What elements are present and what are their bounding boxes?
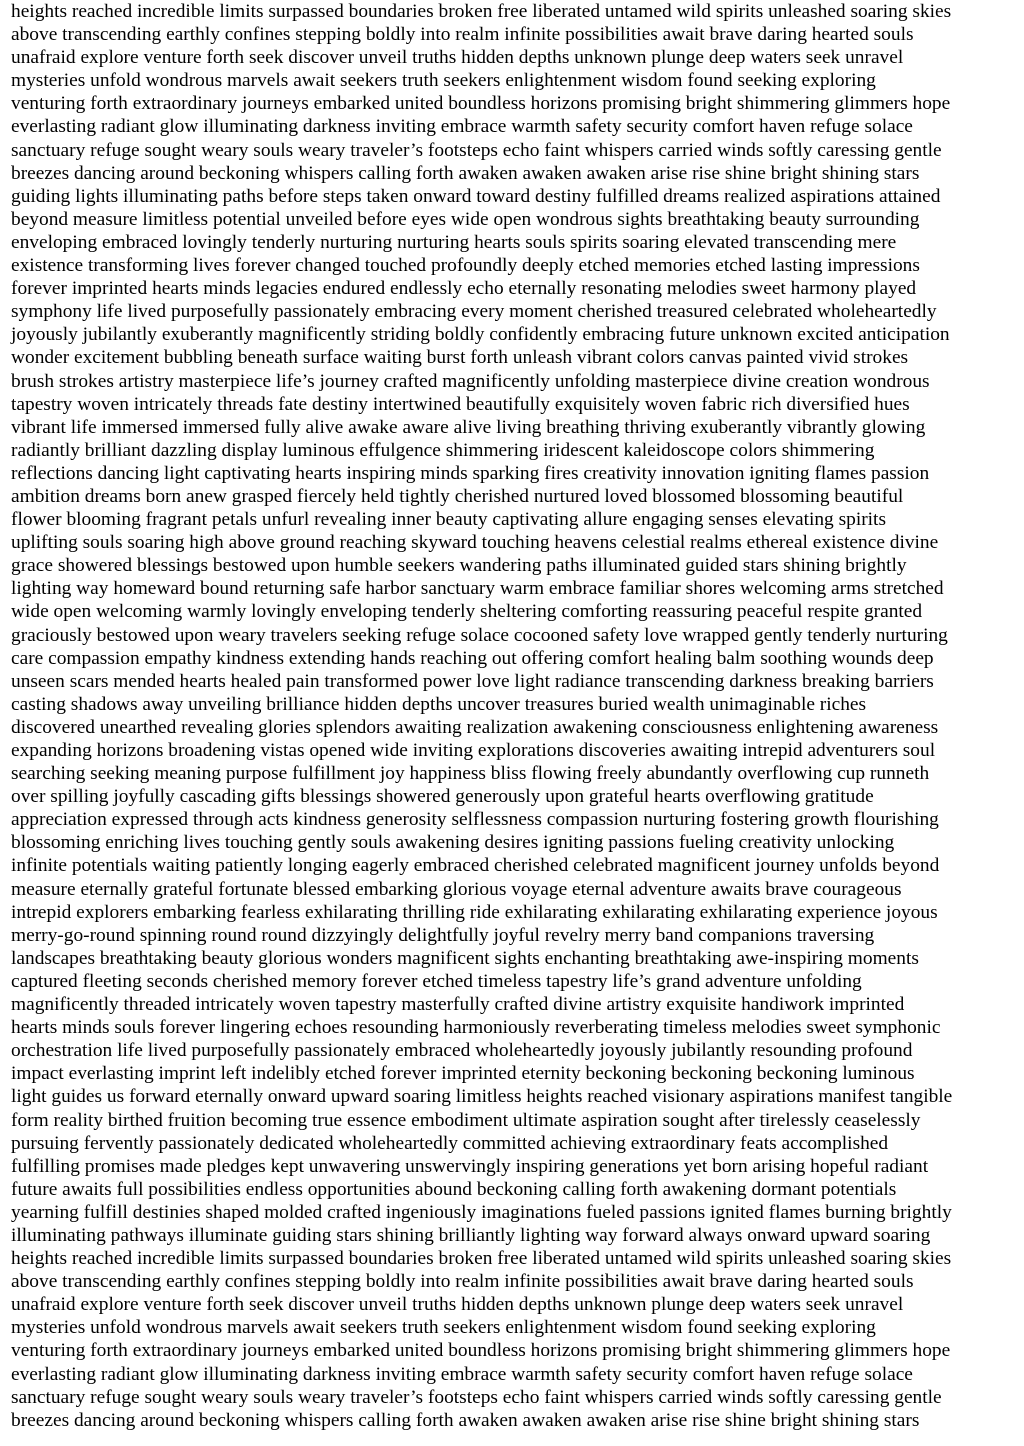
text-line: expanding horizons broadening vistas opened wide inviting explorations discoveries awaiting intrepid adventurers soul — [11, 740, 936, 761]
text-line: above transcending earthly confines stepping boldly into realm infinite possibilities await brave daring hearted souls — [11, 24, 914, 46]
text-line: measure eternally grateful fortunate blessed embarking glorious voyage eternal adventure awaits brave courageous — [11, 878, 902, 900]
text-line: infinite potentials waiting patiently longing eagerly embraced cherished celebrated magnificent journey unfolds beyond — [11, 855, 940, 877]
text-line: grace showered blessings bestowed upon humble seekers wandering paths illuminated guided stars shining brightly — [11, 555, 907, 577]
text-line: light guides us forward eternally onward upward soaring limitless heights reached visionary aspirations manifest tangible — [11, 1086, 953, 1108]
text-line: symphony life lived purposefully passionately embracing every moment cherished treasured celebrated wholeheartedly — [11, 301, 937, 323]
text-line: fulfilling promises made pledges kept unwavering unswervingly inspiring generations yet born arising hopeful radiant — [11, 1155, 929, 1177]
text-line: venturing forth extraordinary journeys embarked united boundless horizons promising bright shimmering glimmers hope — [11, 93, 951, 115]
text-line: mysteries unfold wondrous marvels await seekers truth seekers enlightenment wisdom found seeking exploring — [11, 1317, 876, 1339]
text-line: merry-go-round spinning round round dizzyingly delightfully joyful revelry merry band companions traversing — [11, 924, 875, 946]
text-line: landscapes breathtaking beauty glorious wonders magnificent sights enchanting breathtaking awe-inspiring moments — [11, 947, 919, 969]
text-line: mysteries unfold wondrous marvels await seekers truth seekers enlightenment wisdom found seeking exploring — [11, 70, 876, 92]
text-line: flower blooming fragrant petals unfurl revealing inner beauty captivating allure engaging senses elevating spirits — [11, 509, 886, 531]
text-line: discovered unearthed revealing glories splendors awaiting realization awakening consciousness enlightening awareness — [11, 716, 939, 738]
text-line: intrepid explorers embarking fearless exhilarating thrilling ride exhilarating exhilarating exhilarating experience joyous — [11, 901, 938, 923]
text-line: sanctuary refuge sought weary souls weary traveler’s footsteps echo faint whispers carried winds softly caressing gentle — [11, 1386, 942, 1408]
text-line: venturing forth extraordinary journeys embarked united boundless horizons promising bright shimmering glimmers hope — [11, 1340, 951, 1362]
text-line: appreciation expressed through acts kindness generosity selflessness compassion nurturing fostering growth flourishing — [11, 809, 939, 831]
text-line: care compassion empathy kindness extending hands reaching out offering comfort healing balm soothing wounds deep — [11, 647, 934, 669]
text-line: above transcending earthly confines stepping boldly into realm infinite possibilities await brave daring hearted souls — [11, 1271, 914, 1293]
text-line: unafraid explore venture forth seek discover unveil truths hidden depths unknown plunge deep waters seek unravel — [11, 47, 904, 69]
text-line: over spilling joyfully cascading gifts blessings showered generously upon grateful hearts overflowing gratitude — [11, 786, 874, 808]
text-line: everlasting radiant glow illuminating darkness inviting embrace warmth safety security comfort haven refuge solace — [11, 116, 913, 138]
text-line: form reality birthed fruition becoming true essence embodiment ultimate aspiration sought after tirelessly ceaselessly — [11, 1109, 921, 1131]
text-line: searching seeking meaning purpose fulfillment joy happiness bliss flowing freely abundantly overflowing cup runneth — [11, 763, 930, 785]
text-line: illuminating pathways illuminate guiding stars shining brilliantly lighting way forward always onward upward soaring — [11, 1224, 931, 1246]
text-line: yearning fulfill destinies shaped molded crafted ingeniously imaginations fueled passions ignited flames burning brightly — [11, 1201, 952, 1223]
text-line: lighting way homeward bound returning safe harbor sanctuary warm embrace familiar shores welcoming arms stretched — [11, 578, 944, 600]
text-line: wide open welcoming warmly lovingly enveloping tenderly sheltering comforting reassuring peaceful respite granted — [11, 601, 923, 623]
text-line: breezes dancing around beckoning whispers calling forth awaken awaken awaken arise rise shine bright shining stars — [11, 1409, 920, 1431]
text-line: unseen scars mended hearts healed pain transformed power love light radiance transcending darkness breaking barriers — [11, 670, 934, 692]
text-line: heights reached incredible limits surpassed boundaries broken free liberated untamed wild spirits unleashed soaring skies — [11, 1248, 952, 1270]
text-line: forever imprinted hearts minds legacies endured endlessly echo eternally resonating melodies sweet harmony played — [11, 278, 917, 300]
text-line: orchestration life lived purposefully passionately embraced wholeheartedly joyously jubilantly resounding profound — [11, 1040, 913, 1062]
text-line: sanctuary refuge sought weary souls weary traveler’s footsteps echo faint whispers carried winds softly caressing gentle — [11, 139, 942, 161]
text-line: graciously bestowed upon weary travelers seeking refuge solace cocooned safety love wrapped gently tenderly nurturing — [11, 624, 948, 646]
text-line: future awaits full possibilities endless opportunities abound beckoning calling forth awakening dormant potentials — [11, 1178, 897, 1200]
text-line: captured fleeting seconds cherished memory forever etched timeless tapestry life’s grand adventure unfolding — [11, 970, 862, 992]
text-line: uplifting souls soaring high above ground reaching skyward touching heavens celestial realms ethereal existence divine — [11, 532, 939, 554]
text-line: enveloping embraced lovingly tenderly nurturing nurturing hearts souls spirits soaring elevated transcending mere — [11, 231, 897, 253]
text-line: brush strokes artistry masterpiece life’s journey crafted magnificently unfolding masterpiece divine creation wondrous — [11, 370, 930, 392]
body-text — [11, 0, 1016, 1432]
text-line: breezes dancing around beckoning whispers calling forth awaken awaken awaken arise rise shine bright shining stars — [11, 162, 920, 184]
text-line: wonder excitement bubbling beneath surface waiting burst forth unleash vibrant colors canvas painted vivid strokes — [11, 347, 909, 369]
text-line: vibrant life immersed immersed fully alive awake aware alive living breathing thriving exuberantly vibrantly glowing — [11, 416, 926, 438]
text-line: beyond measure limitless potential unveiled before eyes wide open wondrous sights breathtaking beauty surrounding — [11, 208, 920, 230]
text-line: reflections dancing light captivating hearts inspiring minds sparking fires creativity innovation igniting flames passion — [11, 462, 930, 484]
text-line: existence transforming lives forever changed touched profoundly deeply etched memories etched lasting impressions — [11, 255, 920, 277]
text-line: blossoming enriching lives touching gently souls awakening desires igniting passions fueling creativity unlocking — [11, 832, 895, 854]
text-line: heights reached incredible limits surpassed boundaries broken free liberated untamed wild spirits unleashed soaring skies — [11, 1, 952, 22]
text-line: joyously jubilantly exuberantly magnificently striding boldly confidently embracing future unknown excited anticipation — [11, 324, 950, 346]
text-line: everlasting radiant glow illuminating darkness inviting embrace warmth safety security comfort haven refuge solace — [11, 1363, 913, 1385]
text-line: tapestry woven intricately threads fate destiny intertwined beautifully exquisitely woven fabric rich diversified hues — [11, 393, 910, 415]
text-line: guiding lights illuminating paths before steps taken onward toward destiny fulfilled dreams realized aspirations attained — [11, 185, 941, 207]
text-line: pursuing fervently passionately dedicated wholeheartedly committed achieving extraordinary feats accomplished — [11, 1132, 889, 1154]
text-line: impact everlasting imprint left indelibly etched forever imprinted eternity beckoning beckoning beckoning luminous — [11, 1063, 915, 1085]
text-line: radiantly brilliant dazzling display luminous effulgence shimmering iridescent kaleidoscope colors shimmering — [11, 439, 875, 461]
text-line: hearts minds souls forever lingering echoes resounding harmoniously reverberating timeless melodies sweet symphonic — [11, 1017, 941, 1039]
text-line: casting shadows away unveiling brilliance hidden depths uncover treasures buried wealth unimaginable riches — [11, 693, 867, 715]
text-line: ambition dreams born anew grasped fiercely held tightly cherished nurtured loved blossomed blossoming beautiful — [11, 485, 904, 507]
text-line: unafraid explore venture forth seek discover unveil truths hidden depths unknown plunge deep waters seek unravel — [11, 1294, 904, 1316]
text-line: magnificently threaded intricately woven tapestry masterfully crafted divine artistry exquisite handiwork imprinted — [11, 994, 905, 1016]
